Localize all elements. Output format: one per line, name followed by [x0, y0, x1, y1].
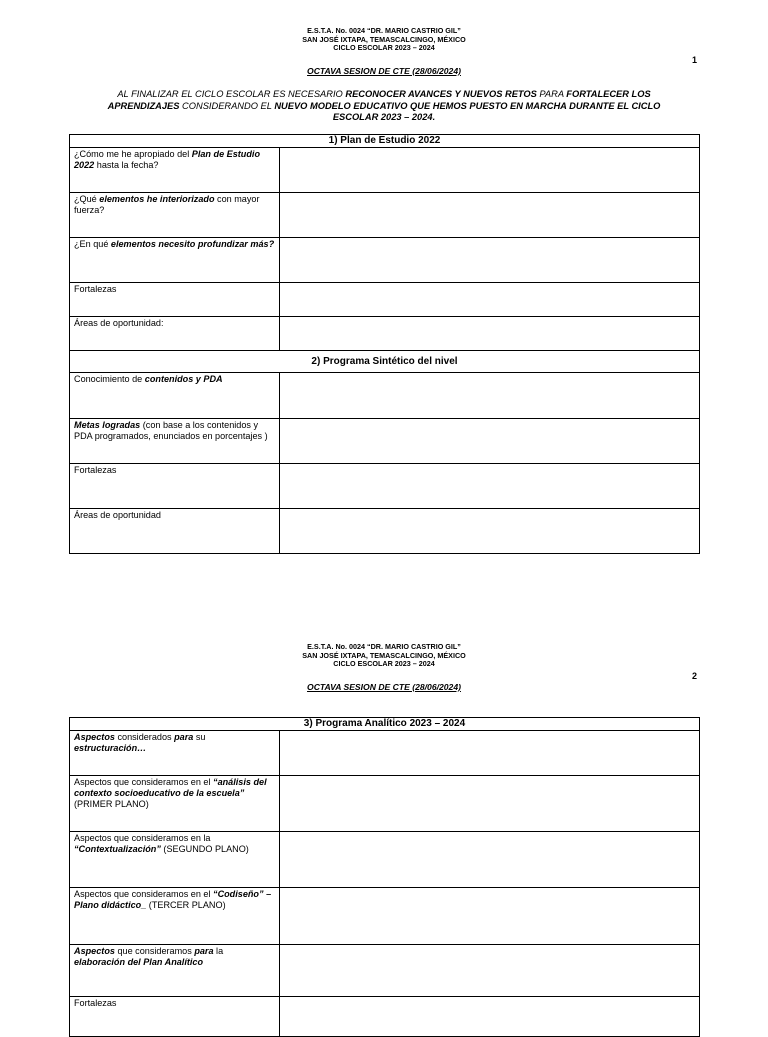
label-emphasis: para: [194, 946, 214, 956]
answer-cell[interactable]: [280, 888, 700, 945]
label-text: con mayor fuerza?: [74, 194, 260, 216]
answer-cell[interactable]: [280, 148, 700, 193]
label-text: que consideramos: [114, 946, 195, 956]
session-title: OCTAVA SESION DE CTE (28/06/2024): [307, 682, 461, 692]
page-number: 1: [692, 55, 698, 65]
school-cycle: CICLO ESCOLAR 2023 – 2024: [333, 659, 435, 668]
question-label: [70, 373, 280, 419]
table-row: [70, 193, 700, 238]
answer-cell[interactable]: [280, 317, 700, 351]
section-2-title: 2) Programa Sintético del nivel: [70, 351, 700, 373]
label-text: Aspectos que consideramos en el: [74, 777, 214, 787]
table-row: [70, 464, 700, 509]
table-row: [70, 283, 700, 317]
label-emphasis: Metas logradas: [74, 420, 141, 430]
label-text: ¿Qué: [74, 194, 100, 204]
answer-cell[interactable]: [280, 776, 700, 832]
answer-cell[interactable]: [280, 945, 700, 997]
label-text: Aspectos que consideramos en el: [74, 889, 214, 899]
opportunity-areas-label: Áreas de oportunidad:: [70, 317, 280, 351]
table-row: [70, 238, 700, 283]
table-row: [70, 419, 700, 464]
table-row: [70, 832, 700, 888]
intro-emphasis: RECONOCER AVANCES Y NUEVOS RETOS: [345, 89, 537, 99]
table-row: [70, 509, 700, 554]
intro-text: CONSIDERANDO EL: [179, 100, 275, 111]
label-text: Aspectos que consideramos en la: [74, 833, 211, 843]
label-emphasis: Plan de Estudio 2022: [74, 149, 260, 171]
answer-cell[interactable]: [280, 509, 700, 554]
section-1-title: 1) Plan de Estudio 2022: [70, 135, 700, 148]
school-location: SAN JOSÉ IXTAPA, TEMASCALCINGO, MÉXICO: [302, 650, 466, 660]
answer-cell[interactable]: [280, 283, 700, 317]
answer-cell[interactable]: [280, 464, 700, 509]
table-row: [70, 148, 700, 193]
question-label: [70, 419, 280, 464]
school-name: E.S.T.A. No. 0024 “DR. MARIO CASTRIO GIL”: [307, 642, 461, 651]
answer-cell[interactable]: [280, 193, 700, 238]
question-label: [70, 731, 280, 776]
opportunity-areas-label: Áreas de oportunidad: [70, 509, 280, 554]
strengths-label: Fortalezas: [70, 283, 280, 317]
label-emphasis: estructuración…: [74, 743, 147, 754]
table-row: [70, 317, 700, 351]
label-text: la: [213, 946, 224, 956]
intro-text: AL FINALIZAR EL CICLO ESCOLAR ES NECESARIO: [117, 89, 346, 99]
label-text: ¿Cómo me he apropiado del: [74, 149, 192, 159]
answer-cell[interactable]: [280, 832, 700, 888]
document-header: [0, 27, 768, 53]
session-title: OCTAVA SESION DE CTE (28/06/2024): [307, 66, 461, 76]
question-label: [70, 888, 280, 945]
table-row: [70, 945, 700, 997]
table-row: [70, 997, 700, 1037]
label-text: considerados: [114, 732, 175, 742]
label-emphasis: “Codiseño” –Plano didáctico_: [74, 889, 272, 911]
label-text: su: [193, 732, 206, 742]
label-emphasis: Aspectos: [74, 732, 115, 742]
label-text: (PRIMER PLANO): [74, 799, 149, 810]
intro-emphasis: NUEVO MODELO EDUCATIVO QUE HEMOS PUESTO EN MARCHA DURANTE EL CICLO ESCOLAR 2023 – 2024.: [274, 100, 661, 122]
question-label: [70, 832, 280, 888]
answer-cell[interactable]: [280, 997, 700, 1037]
page-2: [0, 620, 768, 1024]
label-text: ¿En qué: [74, 239, 111, 249]
page-number: 2: [692, 671, 698, 681]
label-emphasis: para: [174, 732, 194, 742]
label-emphasis: contenidos y PDA: [144, 374, 223, 384]
label-text: (con base a los contenidos y PDA programados, enunciados en porcentajes ): [74, 420, 268, 442]
question-label: [70, 945, 280, 997]
question-label: [70, 148, 280, 193]
answer-cell[interactable]: [280, 419, 700, 464]
label-emphasis: elaboración del Plan Analítico: [74, 957, 204, 968]
intro-text: PARA: [536, 89, 567, 99]
label-emphasis: elementos he interiorizado: [99, 194, 215, 204]
intro-paragraph: [84, 89, 684, 124]
form-table-section-1-2: [69, 134, 700, 554]
question-label: [70, 238, 280, 283]
table-row: [70, 731, 700, 776]
table-row: [70, 373, 700, 419]
label-emphasis: elementos necesito profundizar más?: [110, 239, 275, 249]
table-row: [70, 776, 700, 832]
table-row: [70, 888, 700, 945]
question-label: [70, 193, 280, 238]
section-3-title: 3) Programa Analítico 2023 – 2024: [70, 718, 700, 731]
label-emphasis: Aspectos: [74, 946, 115, 956]
document-header: [0, 643, 768, 669]
label-emphasis: “análisis del contexto socioeducativo de la escuela”: [74, 777, 267, 799]
strengths-label: Fortalezas: [70, 464, 280, 509]
intro-emphasis: FORTALECER LOS APRENDIZAJES: [107, 89, 651, 111]
school-cycle: CICLO ESCOLAR 2023 – 2024: [333, 43, 435, 52]
label-text: (SEGUNDO PLANO): [160, 844, 249, 855]
answer-cell[interactable]: [280, 731, 700, 776]
label-emphasis: “Contextualización”: [74, 844, 161, 855]
school-name: E.S.T.A. No. 0024 “DR. MARIO CASTRIO GIL”: [307, 26, 461, 35]
answer-cell[interactable]: [280, 238, 700, 283]
strengths-label: Fortalezas: [70, 997, 280, 1037]
form-table-section-3: [69, 717, 700, 1037]
label-text: hasta la fecha?: [94, 160, 159, 171]
label-text: Conocimiento de: [74, 374, 145, 384]
question-label: [70, 776, 280, 832]
answer-cell[interactable]: [280, 373, 700, 419]
label-text: (TERCER PLANO): [146, 900, 226, 911]
school-location: SAN JOSÉ IXTAPA, TEMASCALCINGO, MÉXICO: [302, 34, 466, 44]
